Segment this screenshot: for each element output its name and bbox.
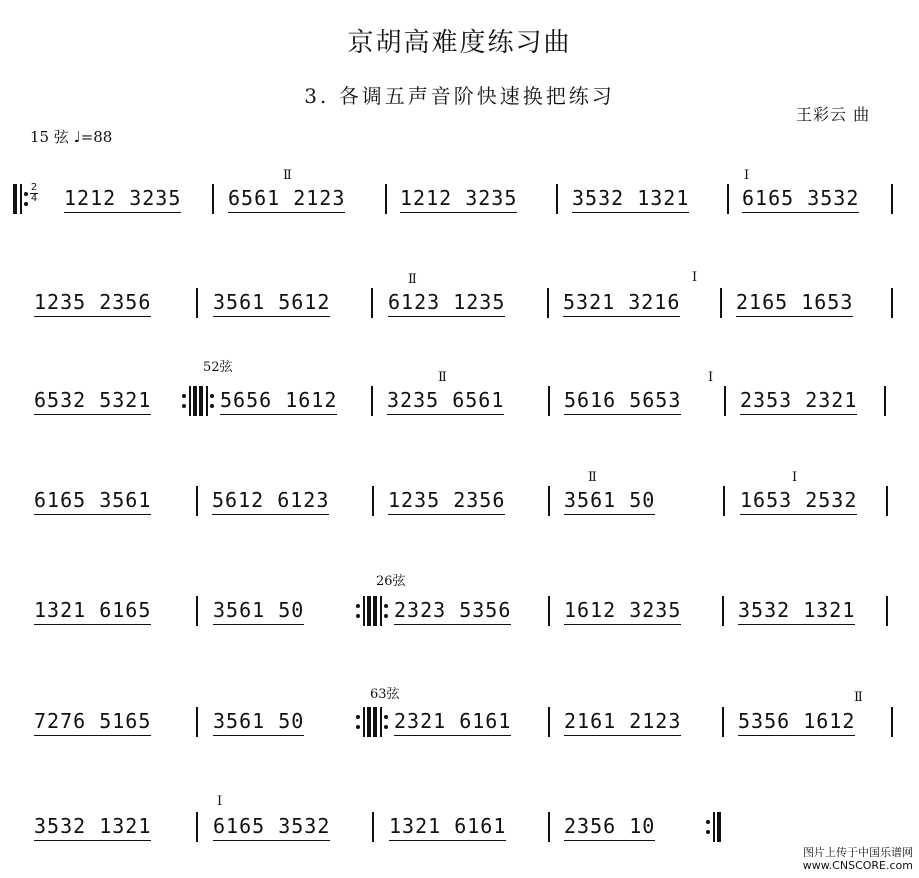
repeat-start-sign <box>373 596 389 626</box>
barline <box>548 486 550 516</box>
measure: 6165 3532 <box>742 186 860 210</box>
position-mark: Ⅱ <box>438 370 447 385</box>
barline <box>886 596 888 626</box>
measure: 3532 1321 <box>572 186 690 210</box>
time-signature-top: 2 <box>30 182 38 193</box>
repeat-end-sign <box>356 707 372 737</box>
measure: 3532 1321 <box>738 598 856 622</box>
position-mark: Ⅱ <box>283 168 292 183</box>
barline <box>371 386 373 416</box>
measure: 3561 50 <box>213 598 305 622</box>
measure: 3561 50 <box>213 709 305 733</box>
measure: 5616 5653 <box>564 388 682 412</box>
measure: 2356 10 <box>564 814 656 838</box>
measure: 6165 3532 <box>213 814 331 838</box>
measure: 5612 6123 <box>212 488 330 512</box>
time-signature-bottom: 4 <box>30 193 38 204</box>
position-mark: Ⅰ <box>692 270 698 285</box>
measure: 1235 2356 <box>34 290 152 314</box>
barline <box>196 486 198 516</box>
string-annotation: 26弦 <box>376 574 406 589</box>
barline <box>891 288 893 318</box>
measure: 2165 1653 <box>736 290 854 314</box>
barline <box>548 707 550 737</box>
barline <box>884 386 886 416</box>
measure: 6532 5321 <box>34 388 152 412</box>
barline <box>556 184 558 214</box>
measure: 7276 5165 <box>34 709 152 733</box>
measure: 1321 6161 <box>389 814 507 838</box>
barline <box>724 386 726 416</box>
time-signature <box>30 183 38 204</box>
barline <box>547 288 549 318</box>
repeat-start-sign <box>13 184 29 214</box>
measure: 3561 50 <box>564 488 656 512</box>
barline <box>196 596 198 626</box>
measure: 1212 3235 <box>64 186 182 210</box>
string-annotation: 63弦 <box>370 687 400 702</box>
barline <box>723 486 725 516</box>
position-mark: Ⅰ <box>744 168 750 183</box>
watermark-line2: www.CNSCORE.com <box>802 859 913 872</box>
position-mark: Ⅱ <box>854 690 863 705</box>
measure: 3561 5612 <box>213 290 331 314</box>
measure: 5356 1612 <box>738 709 856 733</box>
measure: 1212 3235 <box>400 186 518 210</box>
measure: 1612 3235 <box>564 598 682 622</box>
measure: 6165 3561 <box>34 488 152 512</box>
position-mark: Ⅰ <box>708 370 714 385</box>
composer-credit: 王彩云 曲 <box>796 105 871 124</box>
barline <box>548 812 550 842</box>
barline <box>727 184 729 214</box>
barline <box>196 812 198 842</box>
watermark-line1: 图片上传于中国乐谱网 <box>803 846 913 859</box>
measure: 5321 3216 <box>563 290 681 314</box>
measure: 1235 2356 <box>388 488 506 512</box>
measure: 2323 5356 <box>394 598 512 622</box>
barline <box>548 386 550 416</box>
position-mark: Ⅱ <box>408 272 417 287</box>
page-subtitle: 3. 各调五声音阶快速换把练习 <box>304 84 615 108</box>
barline <box>372 486 374 516</box>
barline <box>385 184 387 214</box>
string-annotation: 52弦 <box>203 360 233 375</box>
measure: 2353 2321 <box>740 388 858 412</box>
barline <box>886 486 888 516</box>
barline <box>720 288 722 318</box>
position-mark: Ⅰ <box>792 470 798 485</box>
repeat-end-sign <box>356 596 372 626</box>
barline <box>196 288 198 318</box>
measure: 1653 2532 <box>740 488 858 512</box>
tempo-marking: 15 弦 ♩=88 <box>30 128 113 146</box>
measure: 3532 1321 <box>34 814 152 838</box>
measure: 6123 1235 <box>388 290 506 314</box>
barline <box>891 707 893 737</box>
repeat-end-sign <box>706 812 722 842</box>
measure: 5656 1612 <box>220 388 338 412</box>
barline <box>722 707 724 737</box>
barline <box>372 812 374 842</box>
barline <box>196 707 198 737</box>
barline <box>371 288 373 318</box>
page-title: 京胡高难度练习曲 <box>347 28 572 58</box>
measure: 2161 2123 <box>564 709 682 733</box>
barline <box>548 596 550 626</box>
watermark <box>803 846 913 872</box>
position-mark: Ⅰ <box>217 794 223 809</box>
repeat-start-sign <box>373 707 389 737</box>
barline <box>891 184 893 214</box>
measure: 3235 6561 <box>387 388 505 412</box>
measure: 2321 6161 <box>394 709 512 733</box>
repeat-start-sign <box>199 386 215 416</box>
measure: 1321 6165 <box>34 598 152 622</box>
barline <box>212 184 214 214</box>
measure: 6561 2123 <box>228 186 346 210</box>
position-mark: Ⅱ <box>588 470 597 485</box>
barline <box>722 596 724 626</box>
repeat-end-sign <box>182 386 198 416</box>
